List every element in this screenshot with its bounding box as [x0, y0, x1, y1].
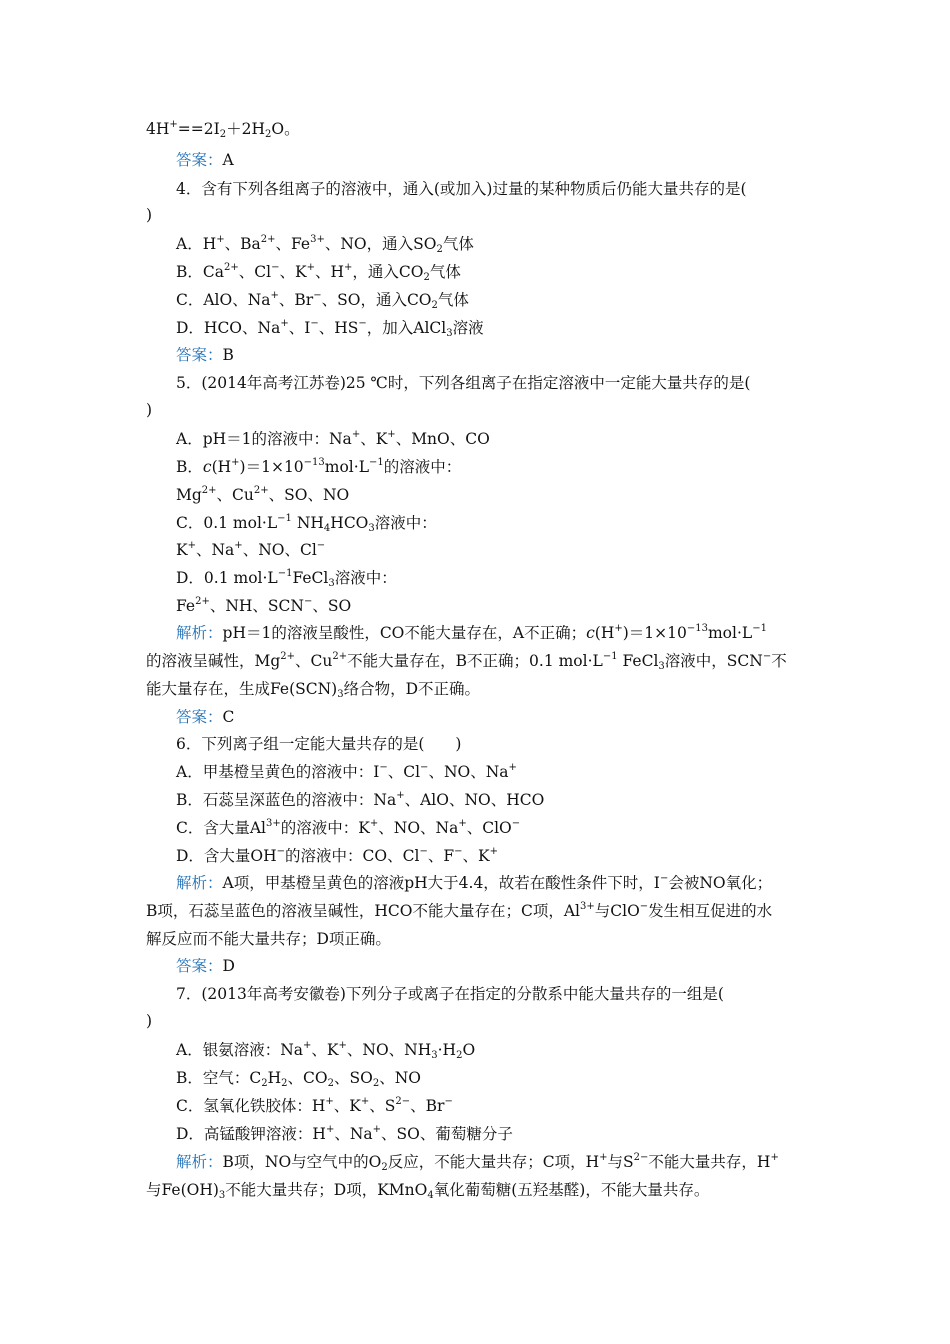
analysis-line: 解析：A项，甲基橙呈黄色的溶液pH大于4.4，故若在酸性条件下时，I−会被NO氧化；	[176, 873, 773, 892]
option-c: C．AlO、Na+、Br−、SO，通入$CO_2$气体	[176, 290, 469, 311]
option-b: B．石蕊呈深蓝色的溶液中：Na+、AlO、NO、HCO	[176, 790, 545, 809]
text-line: )	[146, 206, 153, 224]
question-4: 4．含有下列各组离子的溶液中，通入(或加入)过量的某种物质后仍能大量共存的是(	[176, 180, 747, 198]
text-line: 解反应而不能大量共存；D项正确。	[146, 930, 391, 948]
answer-line: 答案：A	[176, 151, 234, 169]
question-7: 7．(2013年高考安徽卷)下列分子或离子在指定的分散系中能大量共存的一组是(	[176, 985, 724, 1003]
option-d: D．高锰酸钾溶液：H+、Na+、SO、葡萄糖分子	[176, 1124, 513, 1143]
text-line: K+、Na+、NO、Cl−	[176, 540, 326, 559]
analysis-line: 解析：B项，NO与空气中的$O_2$反应，不能大量共存；C项，H+与$S^{2-}$不能大量共存，H+	[176, 1152, 779, 1173]
text-line: B项，石蕊呈蓝色的溶液呈碱性，HCO不能大量存在；C项，$Al^{3+}$与ClO−发生相互促进的水	[146, 901, 773, 920]
text-line: $Mg^{2+}$、$Cu^{2+}$、SO、NO	[176, 485, 350, 504]
option-c: C．含大量$Al^{3+}$的溶液中：K+、NO、Na+、ClO−	[176, 818, 521, 837]
text-line: $Fe^{2+}$、NH、SCN−、SO	[176, 596, 352, 615]
question-5: 5．(2014年高考江苏卷)25 ℃时，下列各组离子在指定溶液中一定能大量共存的是(	[176, 374, 751, 392]
text-line: )	[146, 401, 153, 419]
answer-line: 答案：B	[176, 346, 234, 364]
answer-line: 答案：C	[176, 708, 235, 726]
option-a: A．pH＝1的溶液中：Na+、K+、MnO、CO	[176, 429, 490, 448]
option-b: B．空气：$C_2H_2$、$CO_2$、$SO_2$、NO	[176, 1069, 421, 1089]
option-d: D．含大量OH−的溶液中：CO、Cl−、F−、K+	[176, 846, 498, 865]
option-c: C．氢氧化铁胶体：H+、K+、$S^{2-}$、Br−	[176, 1096, 453, 1115]
answer-line: 答案：D	[176, 957, 235, 975]
answer-label: 答案：	[176, 151, 223, 169]
text-line: $4H^+==2I_2+2H_2O$。	[146, 119, 300, 140]
text-line: 与$Fe(OH)_3$不能大量共存；D项，KMnO$_4$氧化葡萄糖(五羟基醛)，不能大量共存。	[146, 1181, 710, 1201]
option-a: A．银氨溶液：Na+、K+、NO、$NH_3\cdot H_2O$	[176, 1040, 476, 1061]
option-a: A．甲基橙呈黄色的溶液中：I−、Cl−、NO、Na+	[176, 762, 517, 781]
text-line: 能大量存在，生成$Fe(SCN)_3$络合物，D不正确。	[146, 680, 481, 700]
option-a: A．H+、$Ba^{2+}$、$Fe^{3+}$、NO，通入$SO_2$气体	[176, 234, 474, 255]
question-6: 6．下列离子组一定能大量共存的是( )	[176, 735, 462, 753]
text-line: )	[146, 1012, 153, 1030]
text-line: 的溶液呈碱性，$Mg^{2+}$、$Cu^{2+}$不能大量存在，B不正确；0.1 $mol\cdot L^{-1}$ FeCl$_3$溶液中，SCN−不	[146, 651, 787, 672]
option-d: D．HCO、Na+、I−、HS−，加入AlCl$_3$溶液	[176, 318, 484, 339]
analysis-line: 解析：pH＝1的溶液呈酸性，CO不能大量存在，A不正确；$c(H^+)=1\times 10^{-13}mol\cdot L^{-1}$	[176, 623, 767, 642]
option-d: D．0.1 $mol\cdot L^{-1}FeCl_3$溶液中：	[176, 568, 397, 589]
option-b: B．$c(H^+)=1\times 10^{-13}mol\cdot L^{-1}$的溶液中：	[176, 457, 462, 476]
option-c: C．0.1 $mol\cdot L^{-1}$ $NH_4HCO_3$溶液中：	[176, 513, 437, 534]
option-b: B．$Ca^{2+}$、Cl−、K+、H+，通入$CO_2$气体	[176, 262, 461, 283]
